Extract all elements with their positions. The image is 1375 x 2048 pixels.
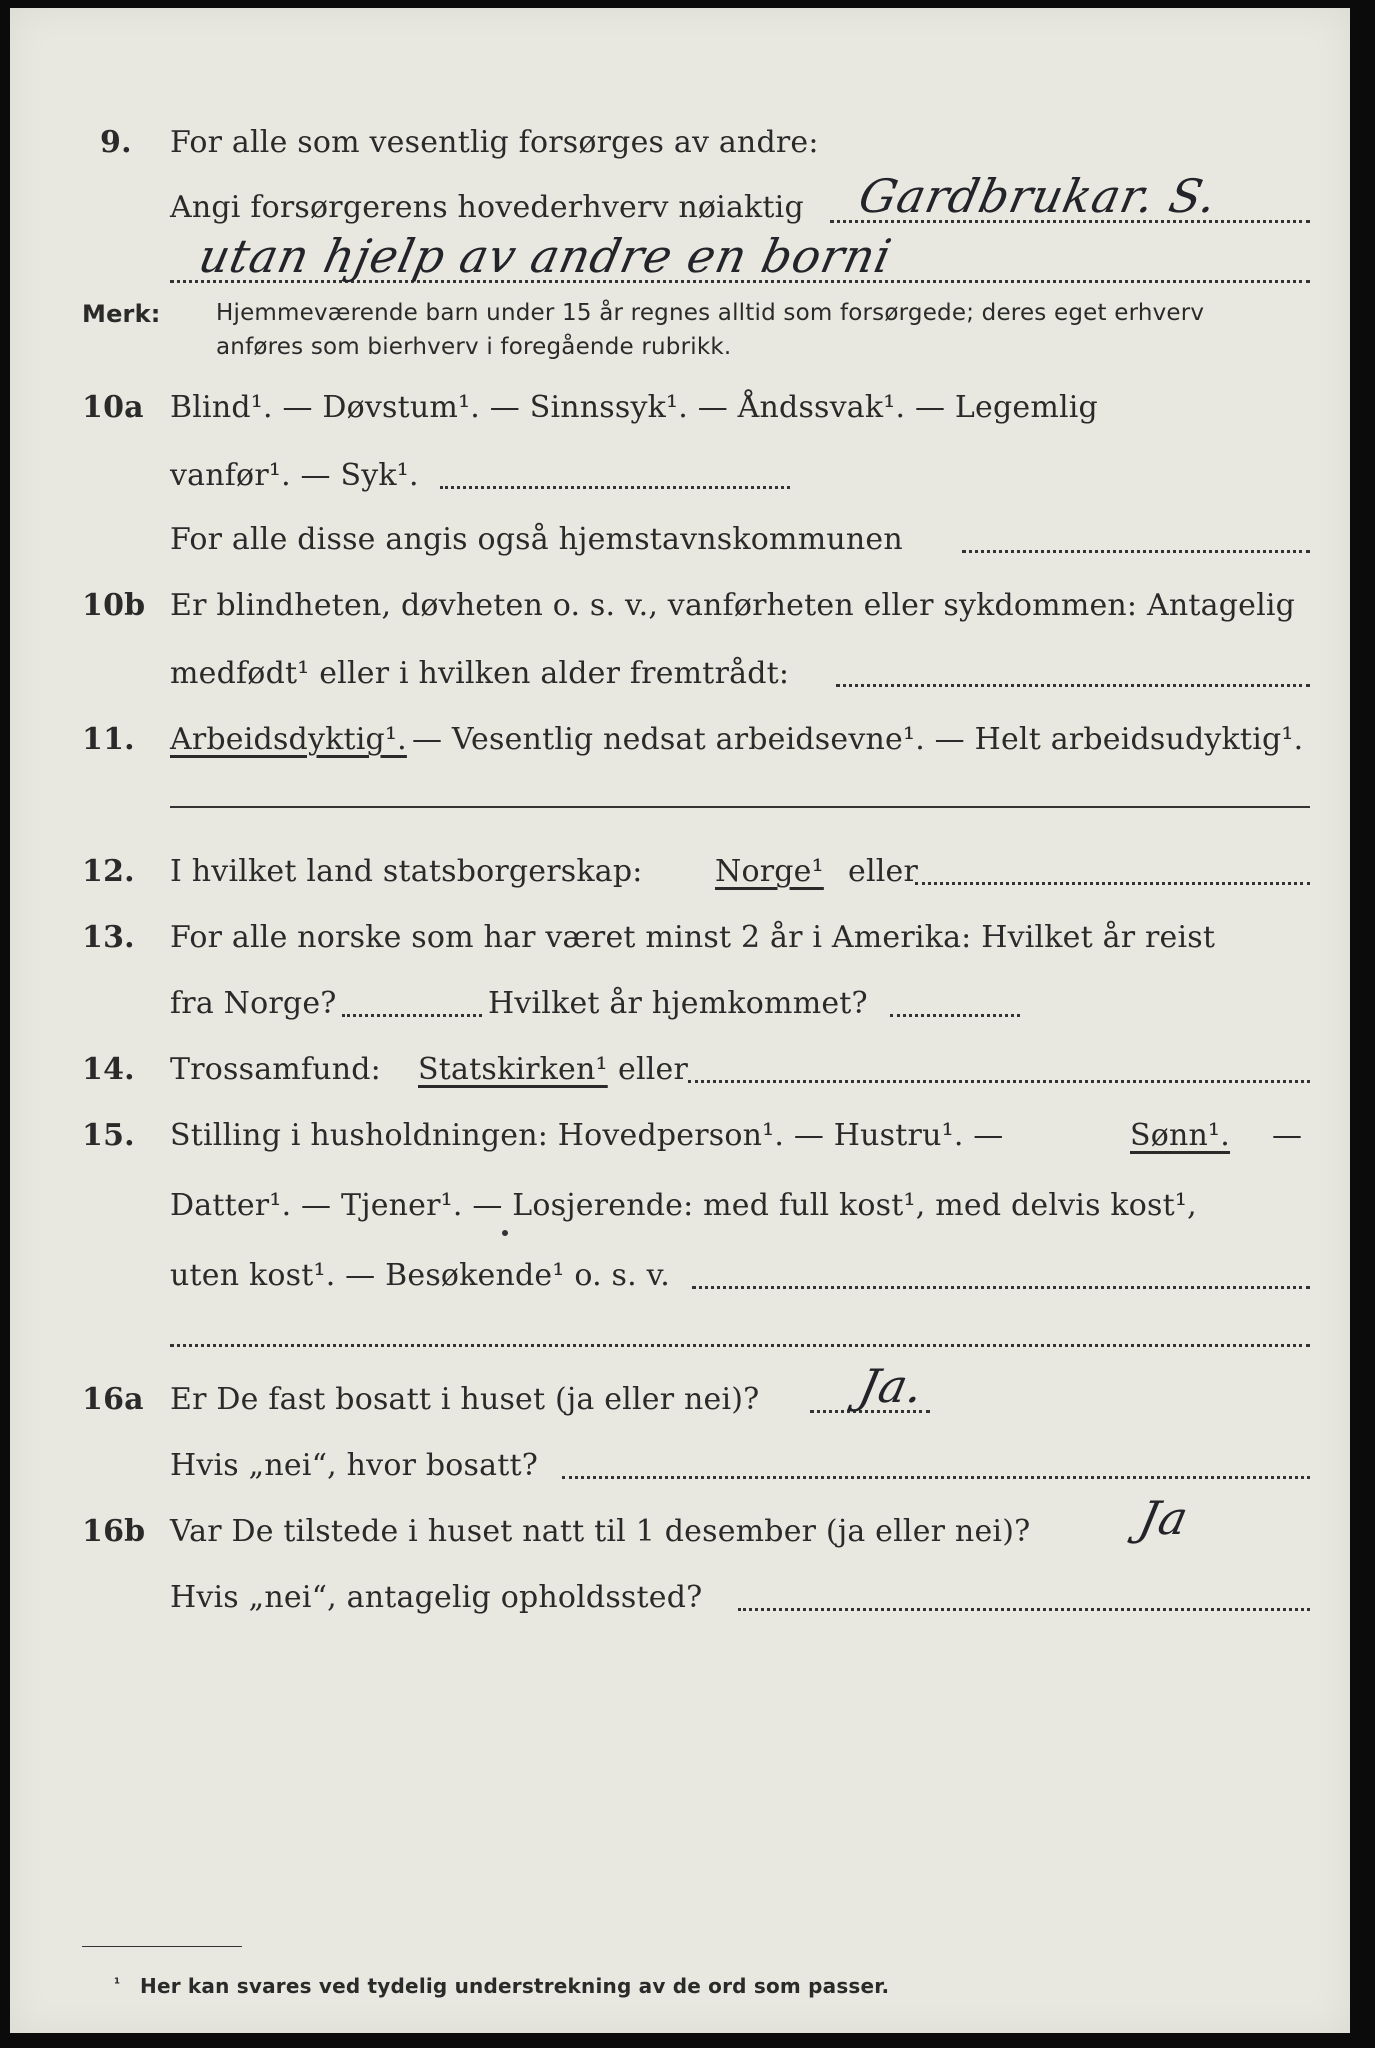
q10a-hjemstavn-line <box>962 550 1310 553</box>
q16a-number: 16a <box>82 1382 144 1417</box>
q15-number: 15. <box>82 1118 135 1153</box>
q16b-line2: Hvis „nei“, antagelig opholdssted? <box>170 1580 703 1615</box>
q16a-handwritten-answer: Ja. <box>854 1359 930 1413</box>
q14-number: 14. <box>82 1052 135 1087</box>
merk-label: Merk: <box>82 300 161 328</box>
q16a-line2: Hvis „nei“, hvor bosatt? <box>170 1448 539 1483</box>
q9-line1: For alle som vesentlig forsørges av andre: <box>170 125 819 160</box>
q16b-handwritten-answer: Ja <box>1134 1491 1194 1545</box>
q14-option-statskirken: Statskirken¹ <box>418 1052 608 1087</box>
q13-line2b: Hvilket år hjemkommet? <box>488 986 868 1021</box>
q9-handwritten-answer1: Gardbrukar. S. <box>854 169 1223 223</box>
q11-answer-line <box>170 806 1310 808</box>
q10b-line2: medfødt¹ eller i hvilken alder fremtrådt: <box>170 656 790 691</box>
q12-pre: I hvilket land statsborgerskap: <box>170 854 643 889</box>
footnote-text: Her kan svares ved tydelig understrekning av de ord som passer. <box>140 1974 890 1998</box>
ink-dot <box>502 1230 508 1236</box>
q12-answer-line <box>915 882 1310 885</box>
q9-handwritten-answer2: utan hjelp av andre en borni <box>194 229 897 283</box>
q12-post: eller <box>848 854 919 889</box>
q10a-line1: Blind¹. — Døvstum¹. — Sinnssyk¹. — Åndssvak¹. — Legemlig <box>170 390 1098 425</box>
q15-extra-line <box>170 1344 1310 1347</box>
merk-line2: anføres som bierhverv i foregående rubrikk. <box>216 334 732 360</box>
q16b-number: 16b <box>82 1514 146 1549</box>
q14-post: eller <box>618 1052 689 1087</box>
q9-line2: Angi forsørgerens hovederhverv nøiaktig <box>170 190 804 225</box>
q16a-line1: Er De fast bosatt i huset (ja eller nei)? <box>170 1382 760 1417</box>
q11-number: 11. <box>82 722 135 757</box>
q9-number: 9. <box>100 125 132 160</box>
q12-option-norge: Norge¹ <box>715 854 824 889</box>
q13-line2a: fra Norge? <box>170 986 337 1021</box>
q13-hjemkommet-line <box>890 1014 1020 1017</box>
q10a-answer-line <box>440 486 790 489</box>
q13-number: 13. <box>82 920 135 955</box>
q12-number: 12. <box>82 854 135 889</box>
q15-line3: uten kost¹. — Besøkende¹ o. s. v. <box>170 1258 670 1293</box>
q14-answer-line <box>688 1080 1310 1083</box>
q10b-line1: Er blindheten, døvheten o. s. v., vanførheten eller sykdommen: Antagelig <box>170 588 1296 623</box>
q10a-line2: vanfør¹. — Syk¹. <box>170 458 419 493</box>
census-form-page <box>10 8 1350 2033</box>
q15-line1a: Stilling i husholdningen: Hovedperson¹. — Hustru¹. — <box>170 1118 1004 1153</box>
q11-rest: — Vesentlig nedsat arbeidsevne¹. — Helt arbeidsudyktig¹. <box>412 722 1304 757</box>
q15-answer-line <box>692 1286 1310 1289</box>
q10a-number: 10a <box>82 390 144 425</box>
q11-option-arbeidsdyktig: Arbeidsdyktig¹. <box>170 722 407 757</box>
q10b-answer-line <box>836 684 1310 687</box>
q15-option-sonn: Sønn¹. <box>1130 1118 1231 1153</box>
q16a-bosatt-line <box>562 1476 1310 1479</box>
merk-line1: Hjemmeværende barn under 15 år regnes alltid som forsørgede; deres eget erhverv <box>216 300 1205 326</box>
q13-reist-line <box>342 1014 482 1017</box>
q13-line1: For alle norske som har været minst 2 år i Amerika: Hvilket år reist <box>170 920 1216 955</box>
footnote-rule <box>82 1946 242 1947</box>
q16b-line1: Var De tilstede i huset natt til 1 desember (ja eller nei)? <box>170 1514 1031 1549</box>
q14-pre: Trossamfund: <box>170 1052 381 1087</box>
q15-line1c: — <box>1272 1118 1303 1153</box>
q10a-line3: For alle disse angis også hjemstavnskommunen <box>170 522 903 557</box>
q10b-number: 10b <box>82 588 146 623</box>
footnote-mark: ¹ <box>114 1976 121 1992</box>
q16b-opholdssted-line <box>738 1608 1310 1611</box>
q15-line2: Datter¹. — Tjener¹. — Losjerende: med full kost¹, med delvis kost¹, <box>170 1188 1197 1223</box>
